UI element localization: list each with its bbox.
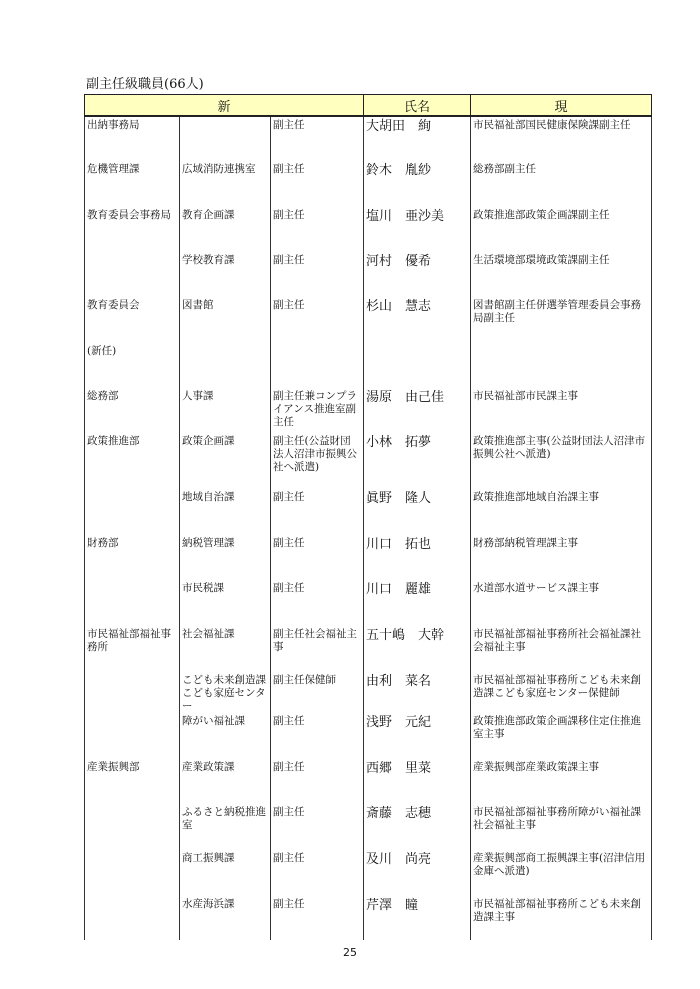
cell-section: こども未来創造課こども家庭センター (180, 672, 271, 713)
cell-name: 河村 優希 (364, 252, 471, 297)
table-row (85, 343, 652, 388)
header-current: 現 (471, 95, 652, 117)
cell-section: 市民税課 (180, 580, 271, 626)
cell-section: 政策企画課 (180, 433, 271, 489)
cell-department: 産業振興部 (85, 759, 180, 804)
cell-current: 総務部副主任 (471, 161, 652, 207)
table-body (85, 116, 652, 940)
cell-current: 政策推進部主事(公益財団法人沼津市振興公社へ派遣) (471, 433, 652, 489)
cell-department: 市民福祉部福祉事務所 (85, 626, 180, 672)
cell-name (364, 343, 471, 388)
cell-name: 由利 菜名 (364, 672, 471, 713)
cell-title: 副主任 (271, 759, 364, 804)
cell-current: 財務部納税管理課主事 (471, 535, 652, 580)
cell-department: 総務部 (85, 388, 180, 433)
cell-title: 副主任兼コンプライアンス推進室副主任 (271, 388, 364, 433)
cell-name: 川口 麗雄 (364, 580, 471, 626)
header-name: 氏名 (364, 95, 471, 117)
personnel-table (84, 94, 652, 940)
cell-department (85, 672, 180, 713)
cell-current: 図書館副主任併選挙管理委員会事務局副主任 (471, 297, 652, 343)
cell-name: 大胡田 絢 (364, 116, 471, 161)
cell-name: 川口 拓也 (364, 535, 471, 580)
cell-department: 教育委員会 (85, 297, 180, 343)
header-new: 新 (85, 95, 364, 117)
table-heading: 副主任級職員(66人) (86, 77, 204, 92)
cell-department (85, 896, 180, 940)
cell-name: 鈴木 胤紗 (364, 161, 471, 207)
cell-department: 政策推進部 (85, 433, 180, 489)
cell-section: 産業政策課 (180, 759, 271, 804)
cell-section: 障がい福祉課 (180, 713, 271, 759)
table-row (85, 252, 652, 297)
cell-name: 小林 拓夢 (364, 433, 471, 489)
cell-current: 市民福祉部福祉事務所社会福祉課社会福祉主事 (471, 626, 652, 672)
cell-section (180, 343, 271, 388)
cell-current: 市民福祉部福祉事務所こども未来創造課主事 (471, 896, 652, 940)
cell-department: (新任) (85, 343, 180, 388)
cell-department: 危機管理課 (85, 161, 180, 207)
cell-current: 産業振興部商工振興課主事(沼津信用金庫へ派遣) (471, 850, 652, 896)
cell-department (85, 713, 180, 759)
table-row (85, 804, 652, 850)
table-row (85, 489, 652, 535)
cell-title: 副主任保健師 (271, 672, 364, 713)
cell-title: 副主任 (271, 297, 364, 343)
table-row (85, 759, 652, 804)
cell-name: 湯原 由己佳 (364, 388, 471, 433)
cell-current: 市民福祉部福祉事務所障がい福祉課社会福祉主事 (471, 804, 652, 850)
cell-department (85, 252, 180, 297)
cell-department (85, 580, 180, 626)
cell-section: 図書館 (180, 297, 271, 343)
cell-title: 副主任 (271, 713, 364, 759)
cell-current (471, 343, 652, 388)
cell-title: 副主任 (271, 252, 364, 297)
cell-current: 政策推進部政策企画課移住定住推進室主事 (471, 713, 652, 759)
cell-name: 塩川 亜沙美 (364, 207, 471, 252)
cell-section: 学校教育課 (180, 252, 271, 297)
cell-title: 副主任 (271, 535, 364, 580)
cell-title: 副主任 (271, 161, 364, 207)
cell-department (85, 804, 180, 850)
table-row (85, 116, 652, 161)
cell-title: 副主任 (271, 207, 364, 252)
cell-section: 納税管理課 (180, 535, 271, 580)
cell-section: 人事課 (180, 388, 271, 433)
table-header-row (85, 95, 652, 117)
cell-title: 副主任 (271, 489, 364, 535)
cell-current: 市民福祉部市民課主事 (471, 388, 652, 433)
cell-department: 教育委員会事務局 (85, 207, 180, 252)
page-number: 25 (343, 946, 357, 959)
table-row (85, 297, 652, 343)
cell-name: 浅野 元紀 (364, 713, 471, 759)
table-row (85, 433, 652, 489)
personnel-table-container (84, 94, 651, 940)
cell-name: 芹澤 瞳 (364, 896, 471, 940)
cell-section: 商工振興課 (180, 850, 271, 896)
cell-title: 副主任(公益財団法人沼津市振興公社へ派遣) (271, 433, 364, 489)
cell-section: 教育企画課 (180, 207, 271, 252)
cell-section: 地域自治課 (180, 489, 271, 535)
cell-title: 副主任 (271, 850, 364, 896)
cell-section: 広域消防連携室 (180, 161, 271, 207)
table-row (85, 896, 652, 940)
table-row (85, 626, 652, 672)
cell-current: 水道部水道サービス課主事 (471, 580, 652, 626)
table-row (85, 850, 652, 896)
cell-current: 政策推進部政策企画課副主任 (471, 207, 652, 252)
cell-name: 五十嶋 大幹 (364, 626, 471, 672)
cell-department: 財務部 (85, 535, 180, 580)
table-row (85, 713, 652, 759)
cell-current: 生活環境部環境政策課副主任 (471, 252, 652, 297)
table-row (85, 161, 652, 207)
cell-name: 及川 尚亮 (364, 850, 471, 896)
cell-department (85, 850, 180, 896)
cell-title: 副主任 (271, 580, 364, 626)
table-row (85, 672, 652, 713)
cell-current: 産業振興部産業政策課主事 (471, 759, 652, 804)
cell-department: 出納事務局 (85, 116, 180, 161)
table-row (85, 535, 652, 580)
cell-title (271, 343, 364, 388)
cell-title: 副主任 (271, 116, 364, 161)
cell-title: 副主任社会福祉主事 (271, 626, 364, 672)
table-row (85, 388, 652, 433)
cell-name: 眞野 隆人 (364, 489, 471, 535)
cell-current: 政策推進部地域自治課主事 (471, 489, 652, 535)
cell-name: 西郷 里菜 (364, 759, 471, 804)
cell-title: 副主任 (271, 896, 364, 940)
cell-section: 水産海浜課 (180, 896, 271, 940)
cell-name: 杉山 慧志 (364, 297, 471, 343)
cell-title: 副主任 (271, 804, 364, 850)
table-row (85, 580, 652, 626)
cell-department (85, 489, 180, 535)
cell-name: 斎藤 志穂 (364, 804, 471, 850)
cell-current: 市民福祉部福祉事務所こども未来創造課こども家庭センター保健師 (471, 672, 652, 713)
cell-section (180, 116, 271, 161)
table-row (85, 207, 652, 252)
cell-section: 社会福祉課 (180, 626, 271, 672)
cell-current: 市民福祉部国民健康保険課副主任 (471, 116, 652, 161)
cell-section: ふるさと納税推進室 (180, 804, 271, 850)
